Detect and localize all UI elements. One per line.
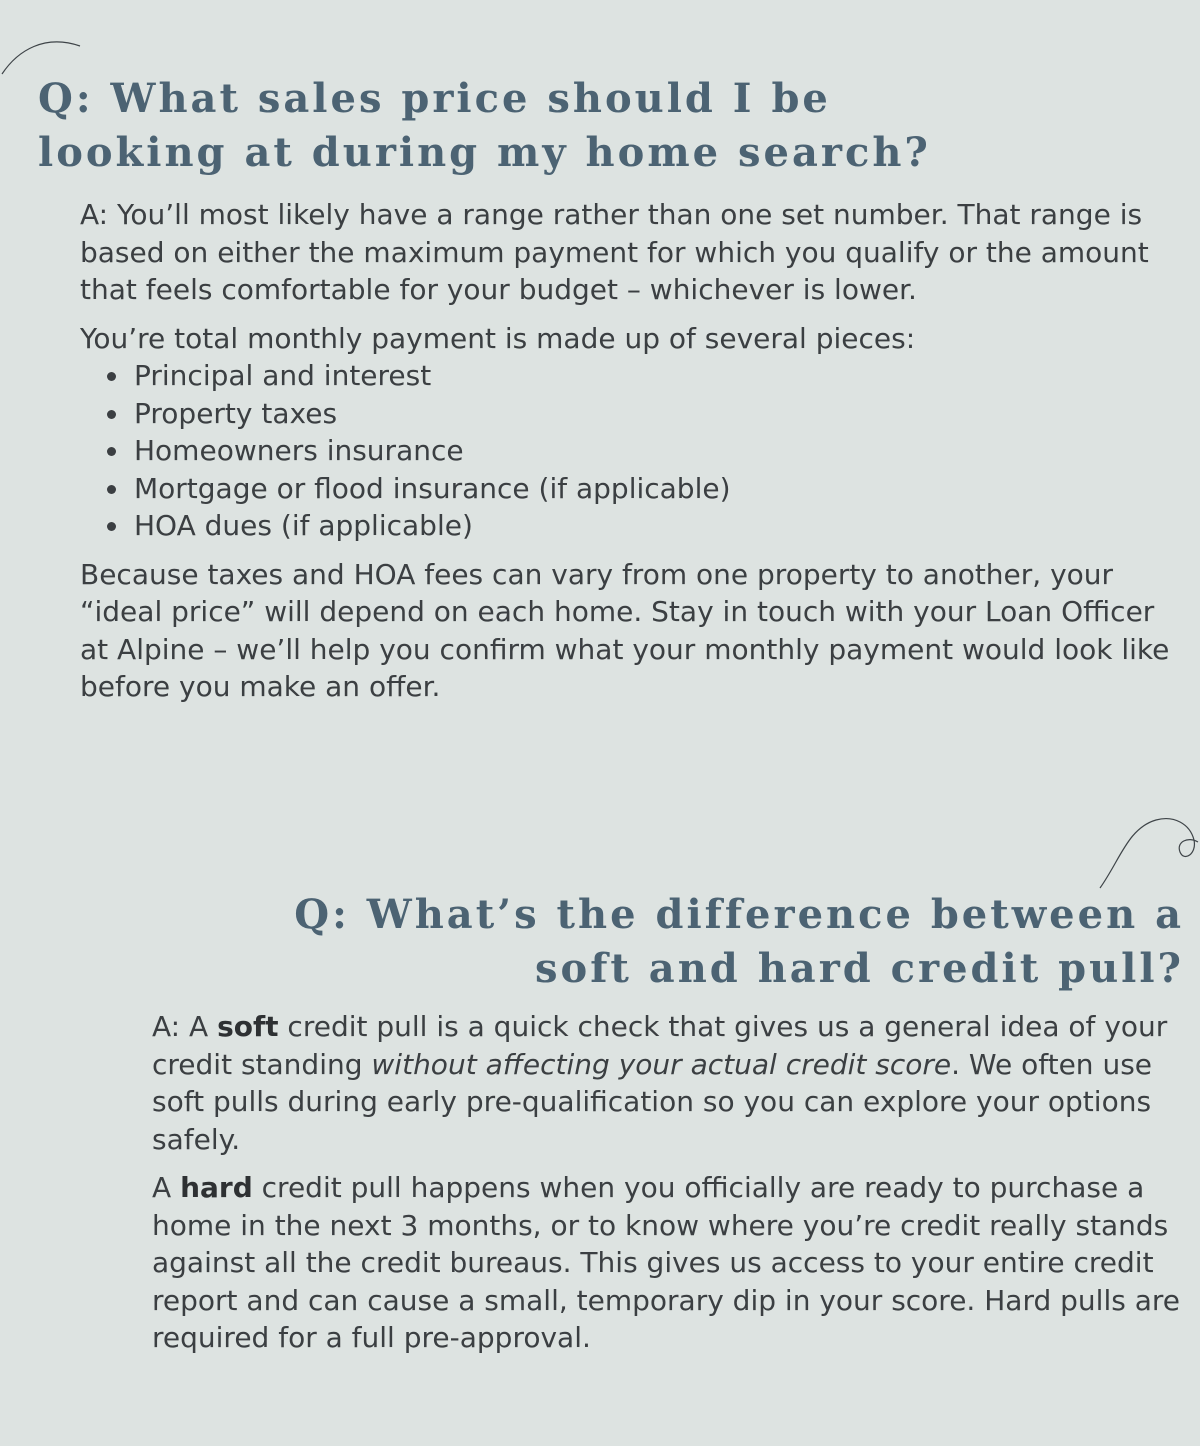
list-item: Principal and interest bbox=[134, 357, 1170, 395]
soft-emphasis: without affecting your actual credit score bbox=[371, 1047, 952, 1081]
payment-pieces-list bbox=[80, 357, 1170, 545]
list-item: Property taxes bbox=[134, 395, 1170, 433]
answer-1-intro: A: You’ll most likely have a range rather than one set number. That range is based on either the maximum payment for which you qualify or the amount that feels comfortable for your budget – whichever is lower. bbox=[80, 198, 1149, 306]
list-item: HOA dues (if applicable) bbox=[134, 507, 1170, 545]
answer-2-hard-pull-paragraph bbox=[152, 1169, 1192, 1357]
answer-2-soft-pull-paragraph bbox=[152, 1008, 1192, 1158]
answer-1-list-intro: You’re total monthly payment is made up of several pieces: bbox=[80, 321, 916, 355]
soft-mid: credit pull is a quick check that gives us a general idea of your credit standing bbox=[152, 1010, 1168, 1081]
answer-1-closing: Because taxes and HOA fees can vary from one property to another, your “ideal price” will depend on each home. Stay in touch with your Loan Officer at Alpine – we’ll help you confirm what your monthly payment would look like before you make an offer. bbox=[80, 557, 1170, 703]
hard-keyword: hard bbox=[180, 1171, 253, 1204]
hard-prefix: A bbox=[152, 1171, 181, 1204]
question-1-heading: Q: What sales price should I be looking at during my home search? bbox=[38, 75, 931, 176]
soft-suffix: . We often use soft pulls during early pre-qualification so you can explore your options safely. bbox=[152, 1047, 1153, 1156]
list-item: Homeowners insurance bbox=[134, 432, 1170, 470]
answer-1 bbox=[80, 196, 1170, 706]
hard-suffix: credit pull happens when you officially are ready to purchase a home in the next 3 months, or to know where you’re credit really stands against all the credit bureaus. This gives us access to your entire credit report and can cause a small, temporary dip in your score. Hard pulls are required for a full pre-approval. bbox=[152, 1171, 1180, 1354]
question-2-heading: Q: What’s the difference between a soft and hard credit pull? bbox=[294, 891, 1184, 992]
soft-keyword: soft bbox=[217, 1010, 279, 1043]
list-item: Mortgage or flood insurance (if applicable) bbox=[134, 470, 1170, 508]
swirl-decoration-right bbox=[1090, 810, 1200, 895]
answer-2 bbox=[152, 1008, 1192, 1357]
soft-prefix: A: A bbox=[152, 1010, 218, 1043]
